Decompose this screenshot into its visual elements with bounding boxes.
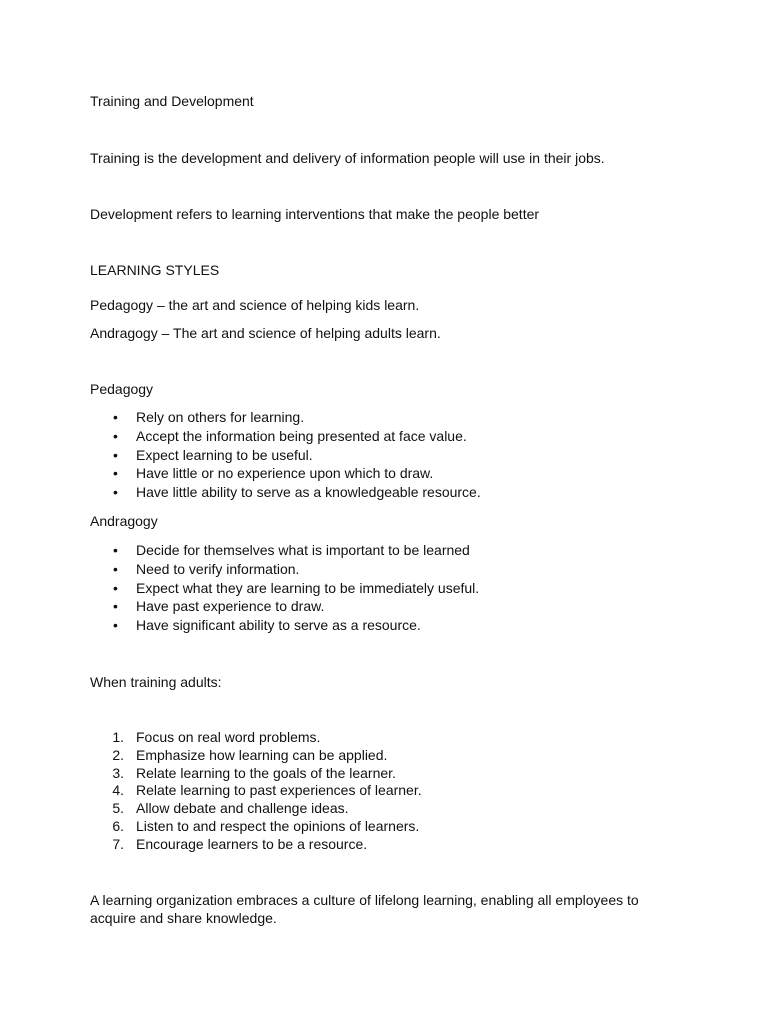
learning-organization-paragraph: A learning organization embraces a culture of lifelong learning, enabling all employees to acquire and share knowledge. — [90, 892, 639, 926]
bullet-marker: • — [113, 598, 118, 615]
list-item-text: Listen to and respect the opinions of learners. — [136, 817, 420, 834]
list-item-text: Rely on others for learning. — [136, 409, 305, 425]
list-item-text: Focus on real word problems. — [136, 729, 321, 745]
bullet-marker: • — [113, 409, 118, 425]
bullet-marker: • — [113, 484, 118, 501]
list-number: 1. — [112, 729, 124, 745]
list-item-text: Relate learning to past experiences of learner. — [136, 782, 422, 799]
pedagogy-heading: Pedagogy — [90, 381, 154, 397]
list-item-text: Accept the information being presented at face value. — [136, 427, 467, 444]
learning-styles-heading: LEARNING STYLES — [90, 262, 220, 278]
list-item-text: Have significant ability to serve as a resource. — [136, 617, 421, 634]
training-adults-heading: When training adults: — [90, 674, 222, 690]
list-item-text: Expect what they are learning to be immediately useful. — [136, 579, 480, 596]
list-item-text: Have past experience to draw. — [136, 598, 325, 615]
list-item-text: Encourage learners to be a resource. — [136, 835, 368, 852]
list-number: 7. — [112, 835, 124, 852]
list-item-text: Have little ability to serve as a knowledgeable resource. — [136, 484, 481, 501]
bullet-marker: • — [113, 427, 118, 444]
document-title: Training and Development — [90, 93, 254, 109]
development-definition: Development refers to learning interventions that make the people better — [90, 206, 540, 222]
bullet-marker: • — [113, 617, 118, 634]
bullet-marker: • — [113, 465, 118, 482]
list-item-text: Need to verify information. — [136, 560, 300, 577]
andragogy-definition: Andragogy – The art and science of helping adults learn. — [90, 325, 441, 341]
list-item-text: Decide for themselves what is important to be learned — [136, 542, 470, 558]
list-number: 5. — [112, 800, 124, 817]
list-item-text: Expect learning to be useful. — [136, 446, 313, 463]
bullet-marker: • — [113, 446, 118, 463]
list-number: 2. — [112, 746, 124, 763]
list-item-text: Relate learning to the goals of the learner. — [136, 764, 396, 781]
bullet-marker: • — [113, 560, 118, 577]
training-definition: Training is the development and delivery of information people will use in their jobs. — [90, 150, 605, 166]
bullet-marker: • — [113, 542, 118, 558]
bullet-marker: • — [113, 579, 118, 596]
pedagogy-definition: Pedagogy – the art and science of helping kids learn. — [90, 297, 420, 313]
list-item-text: Allow debate and challenge ideas. — [136, 800, 349, 817]
list-number: 4. — [112, 782, 124, 799]
list-number: 6. — [112, 817, 124, 834]
list-item-text: Have little or no experience upon which to draw. — [136, 465, 434, 482]
andragogy-heading: Andragogy — [90, 513, 158, 529]
list-number: 3. — [112, 764, 124, 781]
list-item-text: Emphasize how learning can be applied. — [136, 746, 388, 763]
